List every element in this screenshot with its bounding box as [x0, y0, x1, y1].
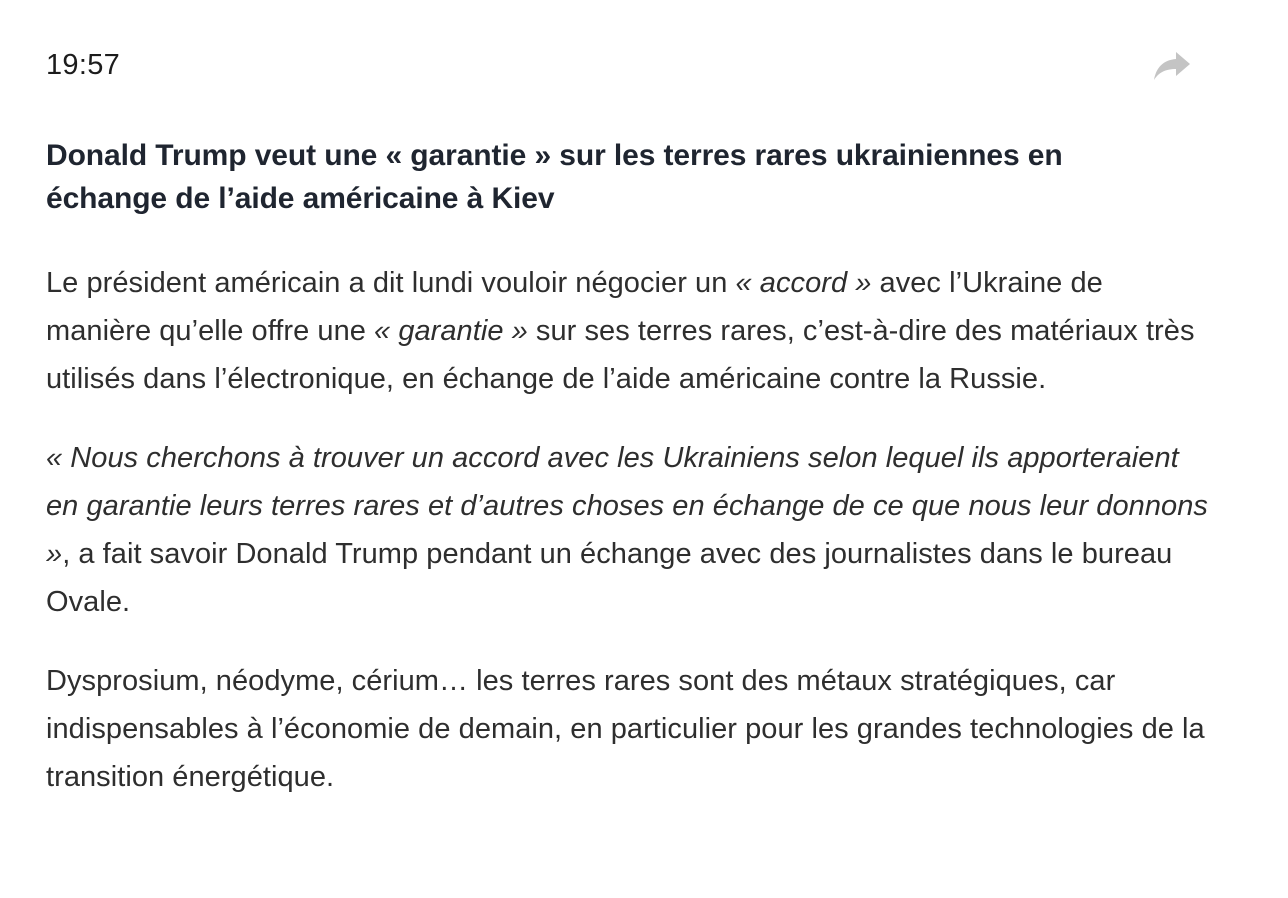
trump-quote: « Nous cherchons à trouver un accord avec les Ukrainiens selon lequel ils apporteraient en garantie leurs terres rares et d’autres choses en échange de ce que nous leur donnons »: [46, 442, 1208, 570]
paragraph-1-quote-accord: « accord »: [735, 267, 872, 299]
paragraph-1-quote-garantie: « garantie »: [374, 315, 528, 347]
paragraph-1-text-c: sur ses terres rares, c’est-à-dire des matériaux très utilisés dans l’électronique, en échange de l’aide américaine contre la Russie.: [46, 315, 1195, 395]
post-timestamp: 19:57: [46, 49, 121, 81]
paragraph-2-attribution: , a fait savoir Donald Trump pendant un échange avec des journalistes dans le bureau Ovale.: [46, 538, 1173, 618]
post-title: Donald Trump veut une « garantie » sur les terres rares ukrainiennes en échange de l’aide américaine à Kiev: [46, 139, 1063, 215]
post-paragraph-2: [46, 434, 1216, 626]
live-post: [46, 0, 1246, 801]
share-button[interactable]: [1152, 48, 1192, 84]
post-header: [46, 0, 1246, 120]
paragraph-1-text-a: Le président américain a dit lundi vouloir négocier un: [46, 267, 736, 299]
post-paragraph-1: [46, 259, 1216, 403]
paragraph-1-text-b: avec l’Ukraine de manière qu’elle offre une: [46, 267, 1103, 347]
post-paragraph-3: Dysprosium, néodyme, cérium… les terres rares sont des métaux stratégiques, car indispensables à l’économie de demain, en particulier pour les grandes technologies de la transition énergétique.: [46, 665, 1205, 793]
share-arrow-icon: [1153, 50, 1191, 82]
